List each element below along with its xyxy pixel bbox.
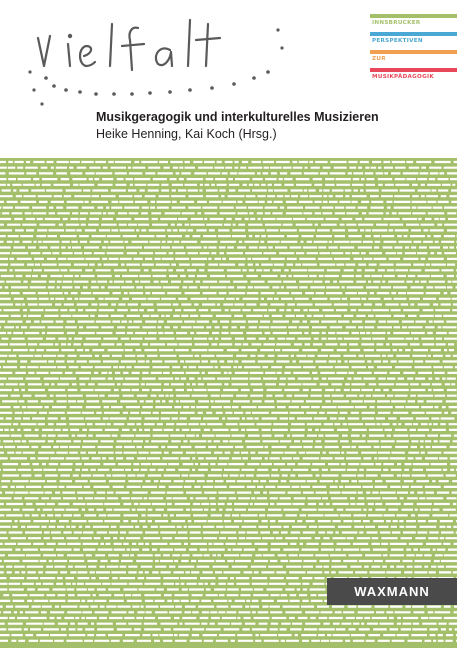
series-color-bar — [370, 68, 457, 72]
book-title: Musikgeragogik und interkulturelles Musizieren — [96, 110, 379, 124]
series-item — [370, 50, 457, 67]
series-color-bar — [370, 32, 457, 36]
book-editors: Heike Henning, Kai Koch (Hrsg.) — [96, 127, 277, 141]
series-label: MUSIKPÄDAGOGIK — [372, 74, 434, 80]
series-label: INNSBRUCKER — [372, 20, 421, 26]
publisher-box — [327, 578, 457, 605]
series-color-bar — [370, 14, 457, 18]
series-list — [370, 14, 457, 86]
cover-pattern — [0, 158, 457, 648]
cover-header — [0, 0, 457, 158]
series-label: ZUR — [372, 56, 386, 62]
series-item — [370, 32, 457, 49]
series-item — [370, 68, 457, 85]
series-label: PERSPEKTIVEN — [372, 38, 423, 44]
series-logo — [20, 8, 300, 108]
series-logo-dots — [28, 28, 283, 105]
series-item — [370, 14, 457, 31]
series-color-bar — [370, 50, 457, 54]
publisher-name: WAXMANN — [354, 584, 430, 599]
series-logo-lettering — [38, 20, 220, 70]
dash-pattern — [0, 158, 457, 648]
